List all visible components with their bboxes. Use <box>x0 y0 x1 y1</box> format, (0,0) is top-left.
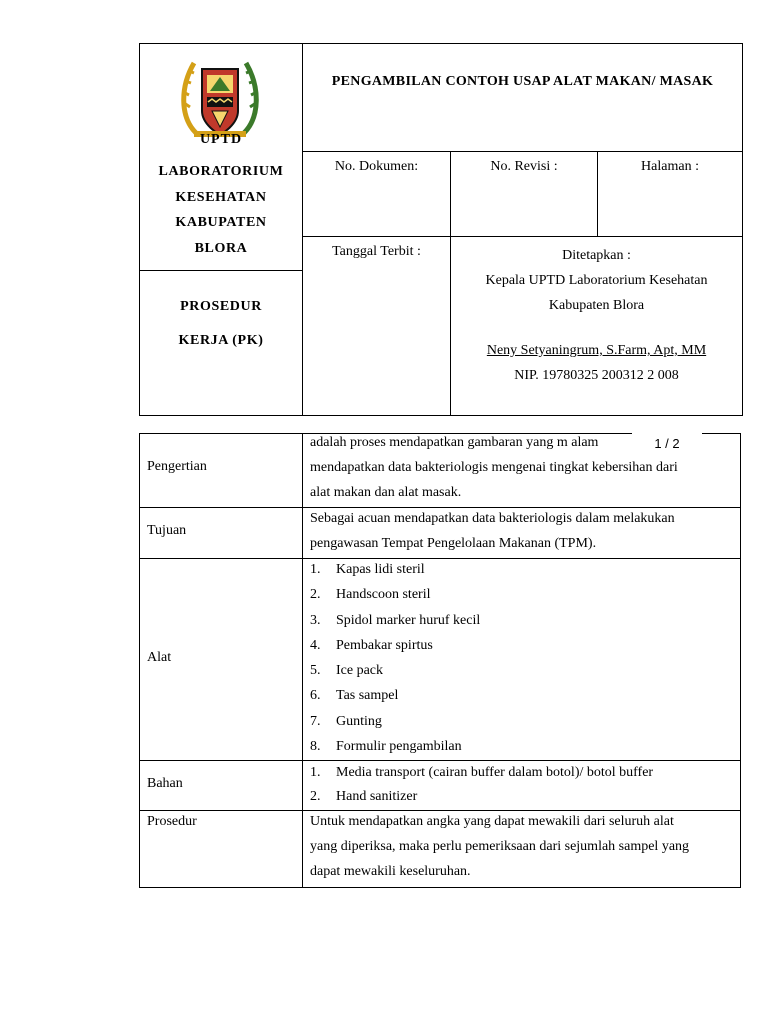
alat-list <box>310 561 730 763</box>
list-item: 1. Kapas lidi steril <box>310 562 425 577</box>
no-revisi-label: No. Revisi : <box>490 159 558 174</box>
pengertian-text: adalah proses mendapatkan gambaran yang m alam mendapatkan data bakteriologis mengenai tingkat kebersihan dari alat makan dan alat masak. <box>310 435 678 500</box>
list-item: 4. Pembakar spirtus <box>310 637 433 653</box>
tujuan-label: Tujuan <box>147 523 187 538</box>
list-item: 2. Hand sanitizer <box>310 789 418 804</box>
list-item: 5. Ice pack <box>310 663 384 679</box>
list-item: 3. Spidol marker huruf kecil <box>310 612 481 628</box>
doc-type: PROSEDUR KERJA (PK) <box>178 299 264 348</box>
ditetapkan-label: Ditetapkan : <box>562 248 631 263</box>
tujuan-text: Sebagai acuan mendapatkan data bakteriologis dalam melakukan pengawasan Tempat Pengelolaan Makanan (TPM). <box>310 511 675 551</box>
official-nip: NIP. 19780325 200312 2 008 <box>514 368 679 383</box>
blora-emblem-logo <box>174 47 266 143</box>
bahan-label: Bahan <box>147 776 183 791</box>
list-item: 2. Handscoon steril <box>310 587 431 603</box>
bahan-list <box>310 764 730 812</box>
doc-title: PENGAMBILAN CONTOH USAP ALAT MAKAN/ MASAK <box>331 74 714 89</box>
list-item: 1. Media transport (cairan buffer dalam botol)/ botol buffer <box>310 765 654 780</box>
pengertian-label: Pengertian <box>147 459 207 474</box>
no-dokumen-label: No. Dokumen: <box>334 159 419 174</box>
tanggal-terbit-label: Tanggal Terbit : <box>332 244 421 259</box>
prosedur-text: Untuk mendapatkan angka yang dapat mewakili dari seluruh alat yang diperiksa, maka perlu pemeriksaan dari sejumlah sampel yang dapat mewakili keseluruhan. <box>310 814 690 879</box>
official-name: Neny Setyaningrum, S.Farm, Apt, MM <box>486 343 707 358</box>
prosedur-label: Prosedur <box>147 814 197 829</box>
list-item: 6. Tas sampel <box>310 688 399 704</box>
org-name: LABORATORIUM KESEHATAN KABUPATEN BLORA <box>158 164 284 256</box>
page-indicator: 1 / 2 <box>632 433 702 455</box>
kepala-line-1: Kepala UPTD Laboratorium Kesehatan <box>485 273 708 288</box>
org-name-clipped: UPTD <box>199 132 243 147</box>
halaman-label: Halaman : <box>641 159 699 174</box>
alat-label: Alat <box>147 650 172 665</box>
list-item: 8. Formulir pengambilan <box>310 739 462 755</box>
list-item: 7. Gunting <box>310 713 382 729</box>
kepala-line-2: Kabupaten Blora <box>548 298 645 313</box>
approval-block <box>451 243 742 318</box>
